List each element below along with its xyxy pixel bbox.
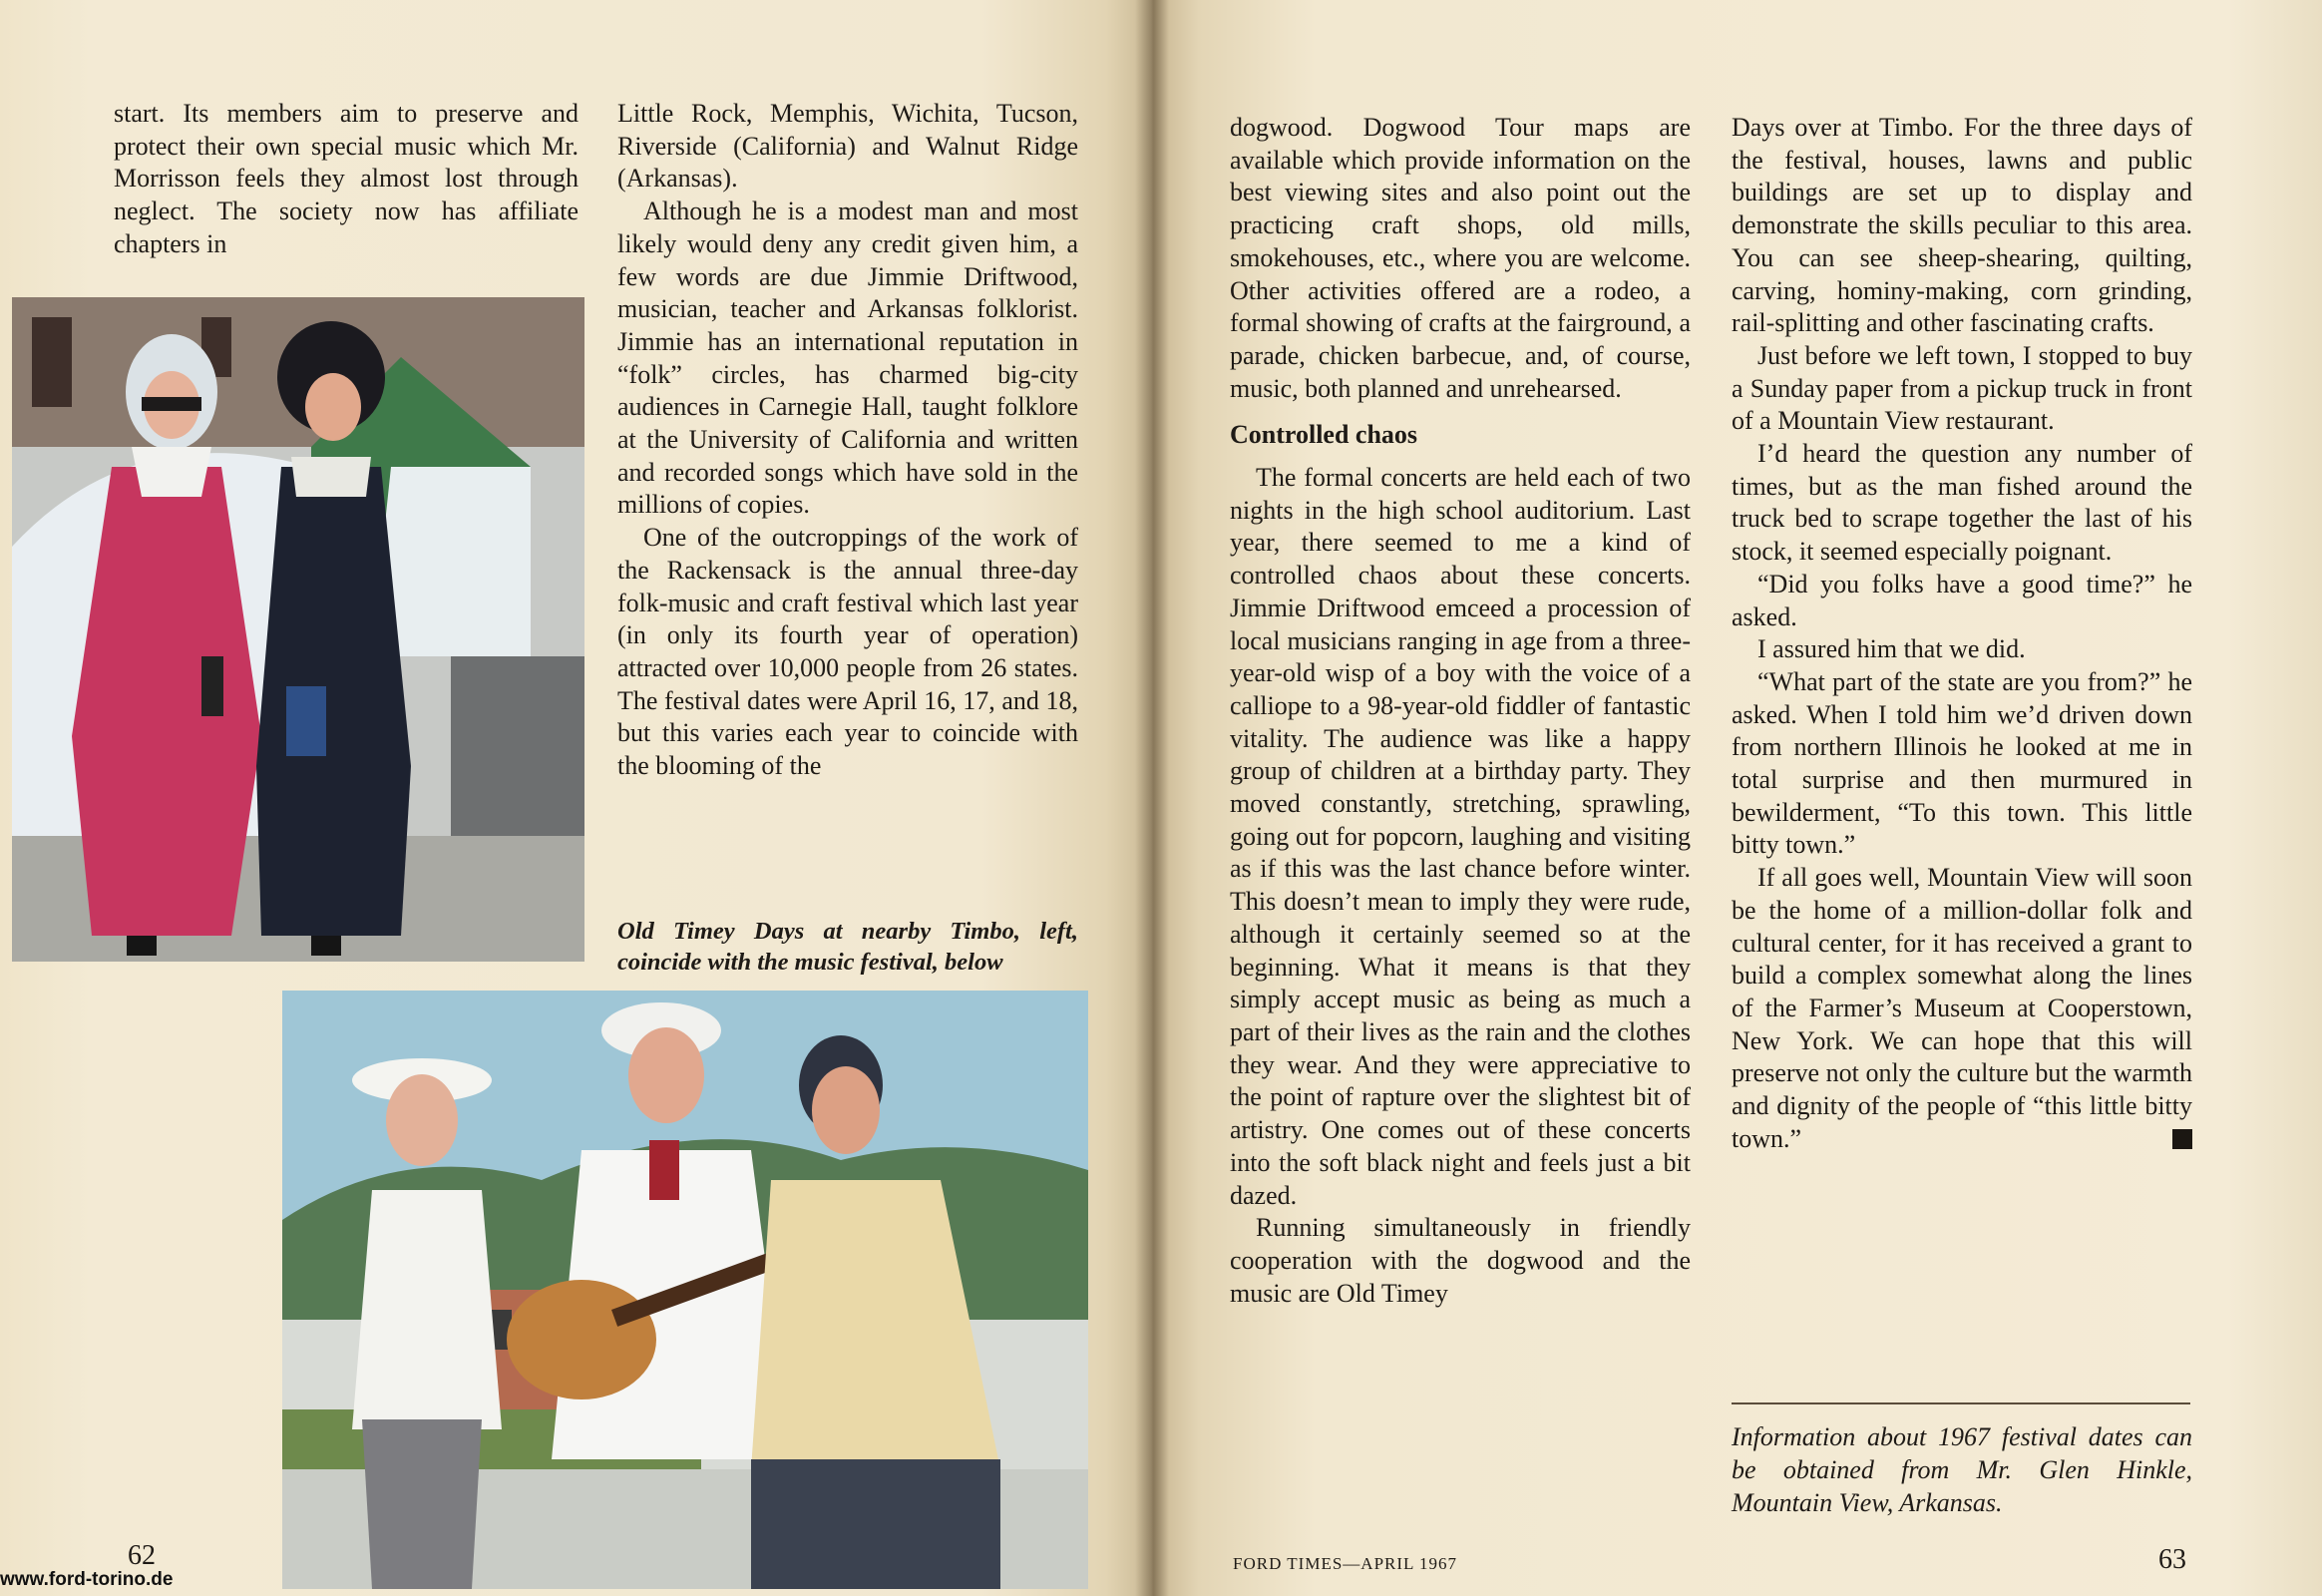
paragraph: I assured him that we did. [1757, 634, 2026, 664]
paragraph: start. Its members aim to preserve and protect their own special music which Mr. Morrisson feels they almost lost through neglect. The society now has affiliate chapters in [114, 99, 579, 258]
paragraph: Just before we left town, I stopped to buy a Sunday paper from a pickup truck in front of a Mountain View restaurant. [1732, 340, 2192, 436]
paragraph: “What part of the state are you from?” he asked. When I told him we’d driven down from northern Illinois he looked at me in total surprise and then murmured in bewilderment, “To this town. This little bitty town.” [1732, 666, 2192, 860]
paragraph: One of the outcroppings of the work of the Rackensack is the annual three-day folk-music and craft festival which last year (in only its fourth year of operation) attracted over 10,000 people from 26 states. The festival dates were April 16, 17, and 18, but this varies each year to coincide with the blooming of the [617, 523, 1078, 781]
left-column-1 [114, 98, 579, 261]
page-number-right: 63 [2158, 1544, 2186, 1575]
end-of-article-mark [2172, 1129, 2192, 1149]
book-gutter [1135, 0, 1169, 1596]
section-heading: Controlled chaos [1230, 420, 1418, 450]
right-column-2 [1732, 112, 2192, 1156]
festival-info-note: Information about 1967 festival dates can be obtained from Mr. Glen Hinkle, Mountain View, Arkansas. [1732, 1422, 2192, 1517]
paragraph: Days over at Timbo. For the three days of the festival, houses, lawns and public buildings are set up to display and demonstrate the skills peculiar to this area. You can see sheep-shearing, quilting, carving, hominy-making, corn grinding, rail-splitting and other fascinating crafts. [1732, 113, 2192, 338]
paragraph: Little Rock, Memphis, Wichita, Tucson, Riverside (California) and Walnut Ridge (Arkansas). [617, 99, 1078, 194]
photo-caption: Old Timey Days at nearby Timbo, left, coincide with the music festival, below [617, 918, 1078, 976]
info-rule [1732, 1402, 2190, 1404]
paragraph: I’d heard the question any number of times, but as the man fished around the truck bed to scrape together the last of his stock, it seemed especially poignant. [1732, 439, 2192, 567]
paragraph: Running simultaneously in friendly cooperation with the dogwood and the music are Old Timey [1230, 1213, 1691, 1308]
paragraph: The formal concerts are held each of two nights in the high school auditorium. Last year, there seemed to me a kind of controlled chaos about these concerts. Jimmie Driftwood emceed a procession of local musicians ranging in age from a three-year-old wisp of a boy with the voice of a calliope to a 98-year-old fiddler of fantastic vitality. The audience was like a happy group of children at a birthday party. They moved constantly, stretching, sprawling, going out for popcorn, laughing and visiting as if this was the last chance before winter. This doesn’t mean to imply they were rude, although it certainly seemed so at the beginning. What it means is that they simply accept music as being as much a part of their lives as the rain and the clothes they wear. And they were appreciative to the point of rapture over the slightest bit of artistry. One comes out of these concerts into the soft black night and feels just a bit dazed. [1230, 463, 1691, 1210]
right-column-1 [1230, 112, 1691, 1310]
painting-musicians [282, 991, 1088, 1589]
painting-musicians-svg [282, 991, 1088, 1589]
paragraph: “Did you folks have a good time?” he asked. [1732, 569, 2192, 631]
page-number-left: 62 [128, 1540, 156, 1571]
watermark-url: www.ford-torino.de [0, 1569, 174, 1590]
magazine-footer: FORD TIMES—APRIL 1967 [1233, 1554, 1458, 1573]
paragraph: Although he is a modest man and most likely would deny any credit given him, a few words are due Jimmie Driftwood, musician, teacher and Arkansas folklorist. Jimmie has an international reputation in “folk” circles, has charmed big-city audiences in Carnegie Hall, taught folklore at the University of California and written and recorded songs which have sold in the millions of copies. [617, 197, 1078, 520]
painting-old-timey-women [12, 297, 584, 962]
paragraph: If all goes well, Mountain View will soon be the home of a million-dollar folk and cultural center, for it has received a grant to build a complex somewhat along the lines of the Farmer’s Museum at Cooperstown, New York. We can hope that this will preserve not only the culture but the warmth and dignity of the people of “this little bitty town.” [1732, 863, 2192, 1153]
left-column-2 [617, 98, 1078, 783]
painting-old-timey-women-svg [12, 297, 584, 962]
paragraph: dogwood. Dogwood Tour maps are available which provide information on the best viewing sites and also point out the practicing craft shops, old mills, smokehouses, etc., where you are welcome. Other activities offered are a rodeo, a formal showing of crafts at the fairground, a parade, chicken barbecue, and, of course, music, both planned and unrehearsed. [1230, 113, 1691, 403]
